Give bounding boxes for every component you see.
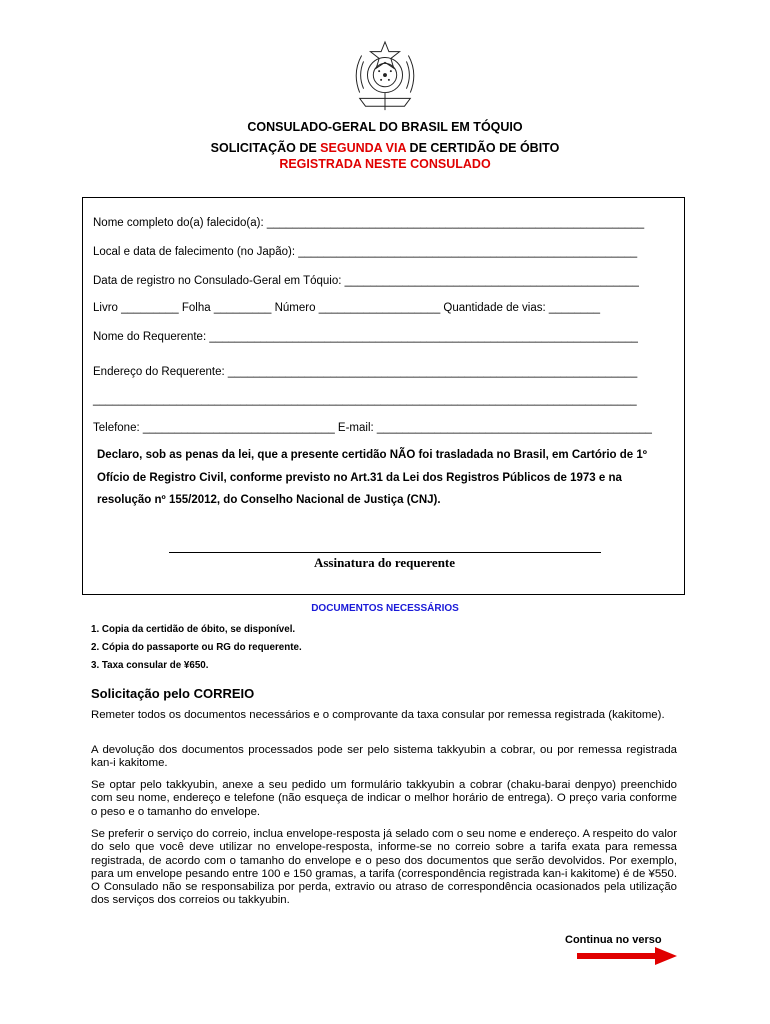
field-phone-email[interactable]: Telefone: ______________________________ E-mail: ___________________________________________ <box>93 422 652 434</box>
document-title: SOLICITAÇÃO DE SEGUNDA VIA DE CERTIDÃO DE ÓBITO <box>210 141 560 155</box>
title-highlight: SEGUNDA VIA <box>320 141 407 155</box>
continue-label: Continua no verso <box>565 934 662 946</box>
field-book-page-number[interactable]: Livro _________ Folha _________ Número ___________________ Quantidade de vias: ________ <box>93 302 601 314</box>
document-item: 1. Copia da certidão de óbito, se disponível. <box>91 624 296 635</box>
declaration-text: Declaro, sob as penas da lei, que a presente certidão NÃO foi trasladada no Brasil, em Cartório de 1º Ofício de Registro Civil, conforme previsto no Art.31 da Lei dos Registros Públicos de 1973 e na resolução nº 155/2012, do Conselho Nacional de Justiça (CNJ). <box>97 449 647 506</box>
mail-paragraph-4: Se preferir o serviço do correio, inclua envelope-resposta já selado com o seu nome e endereço. A respeito do valor do selo que você deve utilizar no envelope-resposta, informe-se no correio sobre a tarifa exata para remessa registrada, de acordo com o tamanho do envelope e o peso dos documentos que serão devolvidos. Por exemplo, para um envelope pesando entre 100 e 150 gramas, a tarifa (correspondência registrada kan-i kakitome) é de ¥550. O Consulado não se responsabiliza por perda, extravio ou atraso de correspondência ocasionados pela utilização dos serviços dos correios ou takkyubin. <box>91 828 677 907</box>
brazil-coat-of-arms-icon <box>346 38 424 114</box>
mail-paragraph-1: Remeter todos os documentos necessários e o comprovante da taxa consular por remessa registrada (kakitome). <box>91 709 665 721</box>
consulate-name: CONSULADO-GERAL DO BRASIL EM TÓQUIO <box>247 120 523 134</box>
right-arrow-icon <box>577 946 677 966</box>
field-requester-address[interactable]: Endereço do Requerente: ________________________________________________________________ <box>93 366 638 378</box>
document-subtitle: REGISTRADA NESTE CONSULADO <box>279 157 491 171</box>
document-item: 3. Taxa consular de ¥650. <box>91 660 209 671</box>
mail-paragraph-2: A devolução dos documentos processados pode ser pelo sistema takkyubin a cobrar, ou por remessa registrada kan-i kakitome. <box>91 744 677 770</box>
request-form <box>82 197 685 595</box>
field-deceased-name[interactable]: Nome completo do(a) falecido(a): ___________________________________________________________ <box>93 217 645 229</box>
field-requester-name[interactable]: Nome do Requerente: ___________________________________________________________________ <box>93 331 638 343</box>
signature-line <box>169 552 601 553</box>
field-death-place-date[interactable]: Local e data de falecimento (no Japão): _____________________________________________________ <box>93 246 638 258</box>
mail-section-title: Solicitação pelo CORREIO <box>91 686 255 701</box>
mail-paragraph-3: Se optar pelo takkyubin, anexe a seu pedido um formulário takkyubin a cobrar (chaku-barai denpyo) preenchido com seu nome, endereço e telefone (não esqueça de indicar o melhor horário de entrega). O preço varia conforme o peso e o tamanho do envelope. <box>91 779 677 818</box>
document-item: 2. Cópia do passaporte ou RG do requerente. <box>91 642 302 653</box>
documents-title: DOCUMENTOS NECESSÁRIOS <box>311 603 459 614</box>
field-requester-address-line2[interactable]: _____________________________________________________________________________________ <box>93 394 637 406</box>
field-registration-date[interactable]: Data de registro no Consulado-Geral em Tóquio: ______________________________________________ <box>93 275 639 287</box>
signature-label: Assinatura do requerente <box>313 555 456 570</box>
